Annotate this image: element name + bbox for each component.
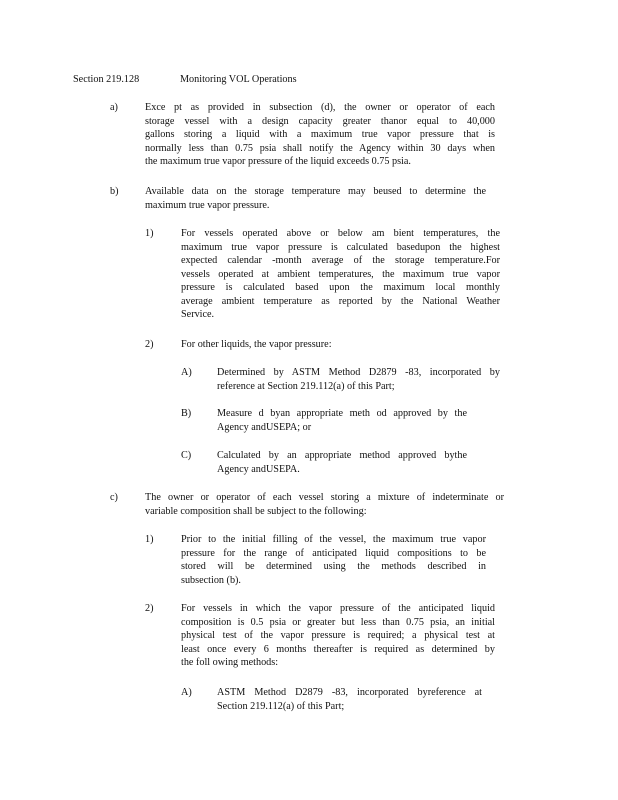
item-label: 2): [145, 603, 154, 614]
text-line: Agency andUSEPA; or: [217, 421, 312, 433]
item-text: [181, 338, 351, 352]
text-line: Agency andUSEPA.: [217, 463, 300, 475]
item-label: 1): [145, 534, 154, 545]
item-text: [181, 602, 495, 670]
text-line: composition is 0.5 psia or greater but less than 0.75 psia, an initial: [181, 616, 495, 628]
text-line: subsection (b).: [181, 574, 241, 586]
text-line: physical test of the vapor pressure is required; a physical test at: [181, 630, 495, 641]
item-text: [181, 533, 486, 587]
text-line: Service.: [181, 309, 215, 320]
text-line: stored will be determined using the methods described in: [181, 561, 486, 572]
text-line: least once every 6 months thereafter is required as determined by: [181, 643, 495, 655]
item-label: 2): [145, 339, 154, 350]
item-text: [145, 101, 495, 169]
item-label: C): [181, 450, 192, 461]
text-line: The owner or operator of each vessel storing a mixture of indeterminate or: [145, 492, 504, 503]
text-line: vessels operated at ambient temperatures, the maximum true vapor: [181, 268, 500, 280]
text-line: average ambient temperature as reported by the National Weather: [181, 295, 500, 307]
item-label: B): [181, 408, 192, 419]
text-line: variable composition shall be subject to the following:: [145, 505, 367, 517]
text-line: pressure for the range of anticipated liquid compositions to be: [181, 547, 486, 559]
text-line: reference at Section 219.112(a) of this Part;: [217, 380, 395, 392]
text-line: Calculated by an appropriate method approved bythe: [217, 450, 467, 461]
text-line: expected calendar -month average of the storage temperature.For: [181, 255, 500, 266]
text-line: ASTM Method D2879 -83, incorporated byreference at: [217, 687, 482, 698]
item-text: [145, 491, 504, 518]
text-line: gallons storing a liquid with a maximum true vapor pressure that is: [145, 129, 495, 140]
section-title: Monitoring VOL Operations: [180, 74, 297, 85]
item-text: [217, 686, 482, 713]
text-line: For vessels operated above or below am bient temperatures, the: [181, 228, 500, 239]
text-line: Available data on the storage temperature may beused to determine the: [145, 186, 486, 197]
text-line: Determined by ASTM Method D2879 -83, incorporated by: [217, 367, 500, 378]
text-line: maximum true vapor pressure.: [145, 199, 270, 211]
text-line: Prior to the initial filling of the vessel, the maximum true vapor: [181, 534, 486, 545]
section-number: Section 219.128: [73, 74, 140, 85]
text-line: the foll owing methods:: [181, 657, 279, 668]
text-line: normally less than 0.75 psia shall notify the Agency within 30 days when: [145, 142, 495, 154]
item-text: [145, 185, 486, 212]
text-line: storage vessel with a design capacity greater thanor equal to 40,000: [145, 115, 495, 127]
item-label: A): [181, 367, 192, 378]
text-line: the maximum true vapor pressure of the liquid exceeds 0.75 psia.: [145, 156, 411, 167]
text-line: Exce pt as provided in subsection (d), the owner or operator of each: [145, 102, 495, 113]
item-label: a): [110, 102, 118, 113]
item-text: [217, 449, 467, 476]
item-label: c): [110, 492, 118, 503]
section-heading: [73, 73, 297, 87]
text-line: pressure is calculated based upon the maximum local monthly: [181, 282, 500, 293]
item-label: A): [181, 687, 192, 698]
item-text: [181, 227, 500, 322]
text-line: Section 219.112(a) of this Part;: [217, 700, 345, 712]
text-line: For other liquids, the vapor pressure:: [181, 339, 332, 350]
item-text: [217, 366, 500, 393]
text-line: Measure d byan appropriate meth od approved by the: [217, 408, 467, 419]
text-line: For vessels in which the vapor pressure of the anticipated liquid: [181, 603, 495, 614]
item-label: 1): [145, 228, 154, 239]
item-label: b): [110, 186, 119, 197]
text-line: maximum true vapor pressure is calculated basedupon the highest: [181, 241, 500, 253]
item-text: [217, 407, 467, 434]
